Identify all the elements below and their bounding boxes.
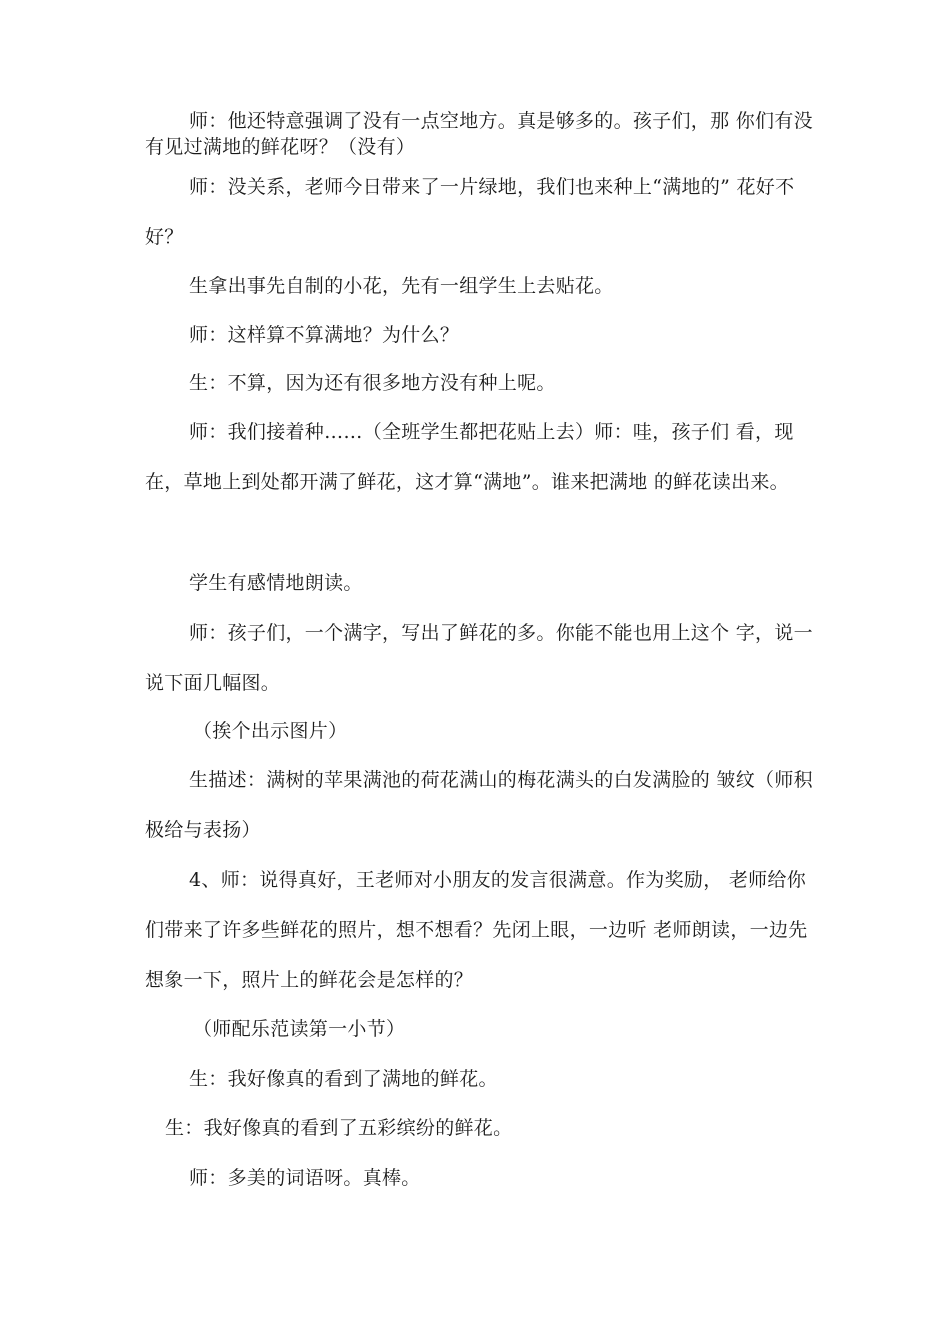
paragraph-10: 生描述：满树的苹果满池的荷花满山的梅花满头的白发满脸的 皱纹（师积极给与表扬） [145, 769, 813, 841]
paragraph-8: 师：孩子们，一个满字，写出了鲜花的多。你能不能也用上这个 字，说一说下面几幅图。 [145, 622, 813, 694]
paragraph-4: 师：这样算不算满地？为什么？ [189, 324, 460, 346]
paragraph-15: 师：多美的词语呀。真棒。 [189, 1167, 421, 1189]
paragraph-1: 师：他还特意强调了没有一点空地方。真是够多的。孩子们，那 你们有没有见过满地的鲜花呀？（没有） [145, 110, 813, 158]
paragraph-5: 生：不算，因为还有很多地方没有种上呢。 [189, 372, 556, 394]
paragraph-11: 4、师：说得真好，王老师对小朋友的发言很满意。作为奖励， 老师给你们带来了许多些鲜花的照片，想不想看？先闭上眼，一边听 老师朗读，一边先想象一下，照片上的鲜花会是怎样的？ [145, 869, 808, 991]
paragraph-9: （挨个出示图片） [193, 720, 348, 742]
paragraph-3: 生拿出事先自制的小花，先有一组学生上去贴花。 [189, 275, 614, 297]
paragraph-13: 生：我好像真的看到了满地的鲜花。 [189, 1068, 498, 1090]
paragraph-7: 学生有感情地朗读。 [189, 572, 363, 594]
paragraph-14: 生：我好像真的看到了五彩缤纷的鲜花。 [165, 1117, 513, 1139]
paragraph-2: 师：没关系，老师今日带来了一片绿地，我们也来种上“满地的” 花好不好？ [145, 176, 795, 248]
paragraph-6: 师：我们接着种……（全班学生都把花贴上去）师：哇，孩子们 看，现在，草地上到处都开满了鲜花，这才算“满地”。谁来把满地 的鲜花读出来。 [145, 421, 794, 493]
paragraph-12: （师配乐范读第一小节） [193, 1018, 406, 1040]
